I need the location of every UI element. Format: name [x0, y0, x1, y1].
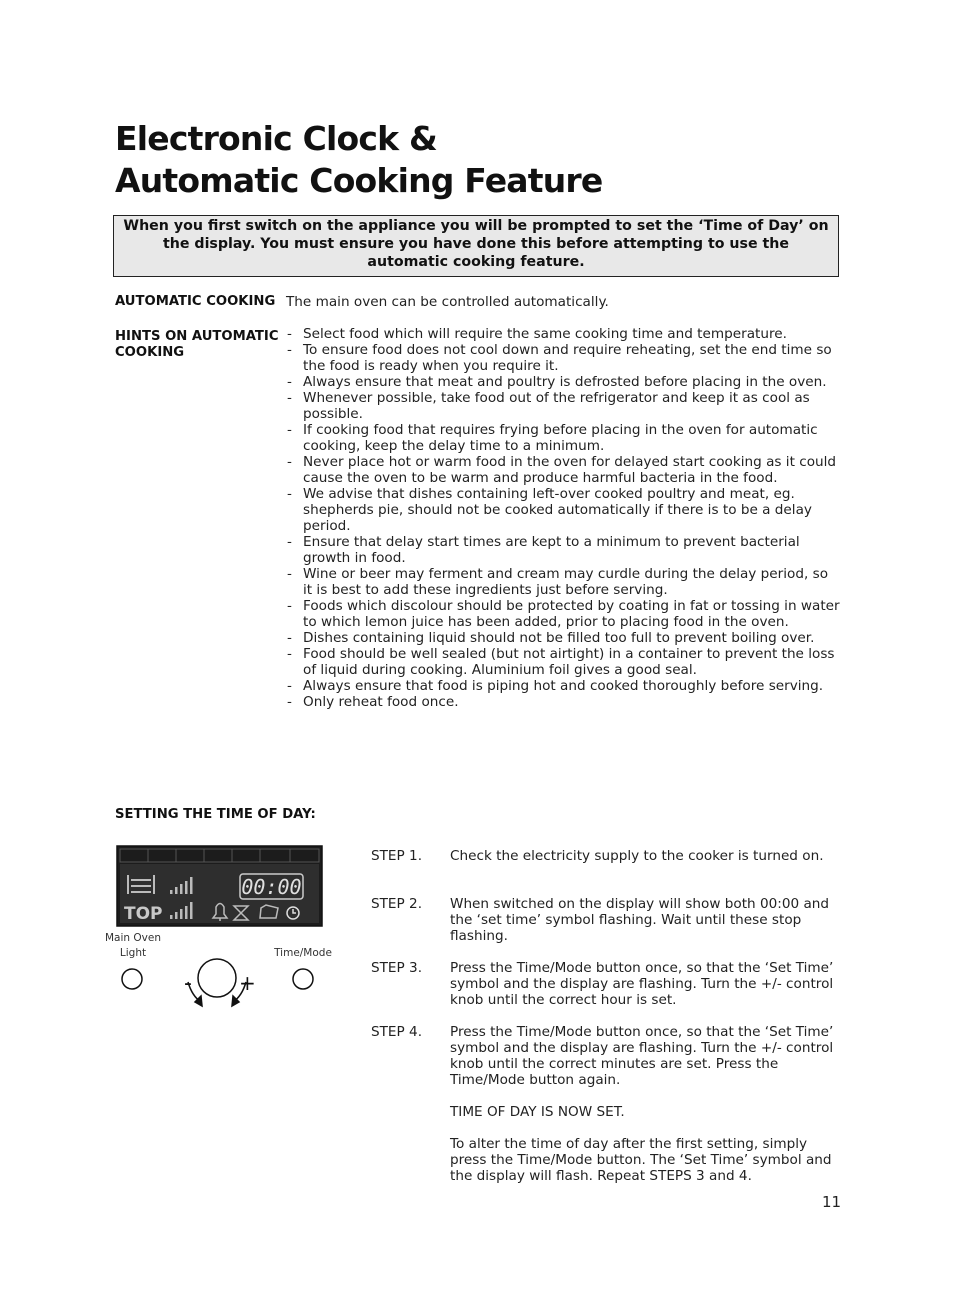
step-number: STEP 1. [371, 848, 423, 864]
time-mode-button[interactable] [293, 969, 313, 989]
time-of-day-label: SETTING THE TIME OF DAY: [115, 807, 316, 822]
hints-list [286, 326, 841, 710]
list-item: - Wine or beer may ferment and cream may curdle during the delay period, so it is best to add these ingredients just before serving. [286, 566, 841, 598]
notice-box: When you first switch on the appliance you will be prompted to set the ‘Time of Day’ on the display. You must ensure you have done this before attempting to use the automatic cooking feature. [113, 215, 839, 277]
list-item: - To ensure food does not cool down and require reheating, set the end time so the food is ready when you require it. [286, 342, 841, 374]
step-text: Press the Time/Mode button once, so that the ‘Set Time’ symbol and the display are flashing. Turn the +/- control knob until the correct minutes are set. Press the Time/Mode button again. [450, 1024, 834, 1088]
page-title-line-2: Automatic Cooking Feature [115, 161, 603, 200]
list-item: - Whenever possible, take food out of the refrigerator and keep it as cool as possible. [286, 390, 841, 422]
page-title-line-1: Electronic Clock & [115, 119, 437, 158]
step-text: Press the Time/Mode button once, so that the ‘Set Time’ symbol and the display are flashing. Turn the +/- control knob until the correct hour is set. [450, 960, 834, 1008]
control-panel-diagram [100, 844, 340, 1024]
list-item: - Never place hot or warm food in the oven for delayed start cooking as it could cause the oven to be warm and produce harmful bacteria in the food. [286, 454, 841, 486]
main-oven-light-label: Main Oven Light [105, 932, 161, 959]
list-item: - Dishes containing liquid should not be filled too full to prevent boiling over. [286, 630, 841, 646]
hints-label-line-2: COOKING [115, 345, 185, 360]
page-number: 11 [822, 1193, 842, 1211]
time-display: 00:00 [241, 875, 302, 899]
time-mode-label: Time/Mode [274, 947, 332, 959]
step-number: STEP 3. [371, 960, 423, 976]
step-text: Check the electricity supply to the cooker is turned on. [450, 848, 824, 864]
list-item: - If cooking food that requires frying before placing in the oven for automatic cooking, keep the delay time to a minimum. [286, 422, 841, 454]
list-item: - Only reheat food once. [286, 694, 841, 710]
hints-label [115, 329, 279, 361]
hints-label-line-1: HINTS ON AUTOMATIC [115, 329, 279, 344]
list-item: - Always ensure that food is piping hot and cooked thoroughly before serving. [286, 678, 841, 694]
main-oven-light-button[interactable] [122, 969, 142, 989]
list-item: - Always ensure that meat and poultry is defrosted before placing in the oven. [286, 374, 841, 390]
automatic-cooking-text: The main oven can be controlled automatically. [286, 294, 609, 310]
plus-minus-control-knob[interactable] [198, 959, 236, 997]
list-item: - Select food which will require the same cooking time and temperature. [286, 326, 841, 342]
list-item: - Ensure that delay start times are kept to a minimum to prevent bacterial growth in food. [286, 534, 841, 566]
step-number: STEP 4. [371, 1024, 423, 1040]
top-oven-label: TOP [124, 904, 163, 924]
automatic-cooking-label: AUTOMATIC COOKING [115, 294, 276, 309]
step-number: STEP 2. [371, 896, 423, 912]
list-item: - Foods which discolour should be protected by coating in fat or tossing in water to which lemon juice has been added, prior to placing food in the oven. [286, 598, 841, 630]
plus-label: + [239, 971, 256, 995]
minus-label: - [184, 971, 192, 996]
list-item: - We advise that dishes containing left-over cooked poultry and meat, eg. shepherds pie, should not be cooked automatically if there is to be a delay period. [286, 486, 841, 534]
page-title [115, 118, 602, 202]
list-item: - Food should be well sealed (but not airtight) in a container to prevent the loss of liquid during cooking. Aluminium foil gives a good seal. [286, 646, 841, 678]
step-text: When switched on the display will show both 00:00 and the ‘set time’ symbol flashing. Wait until these stop flashing. [450, 896, 830, 944]
